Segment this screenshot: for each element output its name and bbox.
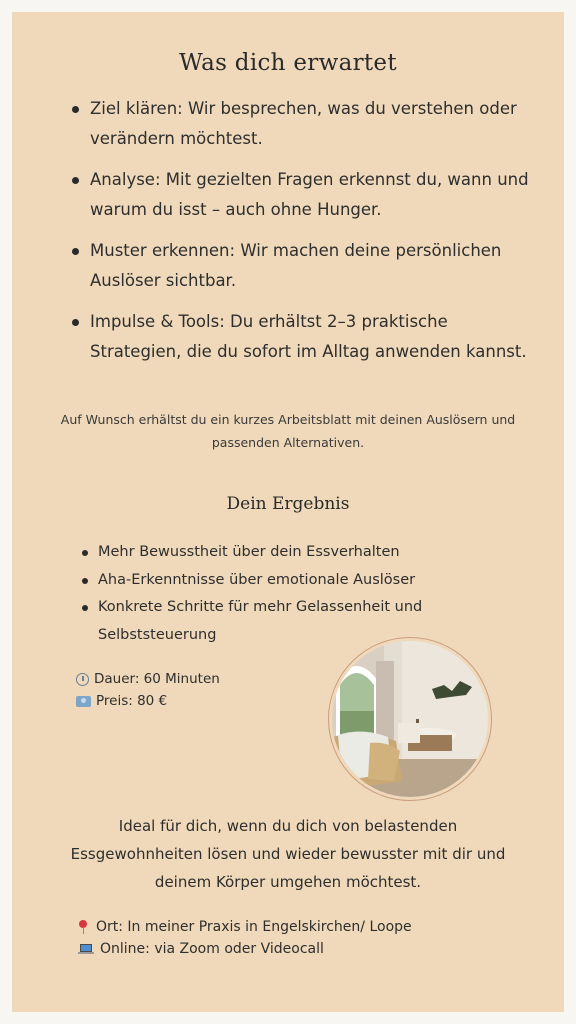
session-details (76, 668, 220, 712)
list-item: Ziel klären: Wir besprechen, was du verstehen oder verändern möchtest. (72, 94, 532, 154)
laptop-icon (78, 943, 94, 955)
expectations-list (72, 94, 532, 378)
online-text: Online: via Zoom oder Videocall (100, 941, 324, 957)
clock-icon (76, 673, 89, 686)
page-title: Was dich erwartet (179, 50, 397, 76)
list-item: Impulse & Tools: Du erhältst 2–3 praktische Strategien, die du sofort im Alltag anwenden kannst. (72, 307, 532, 367)
result-heading: Dein Ergebnis (226, 494, 350, 514)
list-item: Analyse: Mit gezielten Fragen erkennst du, wann und warum du isst – auch ohne Hunger. (72, 165, 532, 225)
info-card (12, 12, 564, 1012)
target-audience-text: Ideal für dich, wenn du dich von belastenden Essgewohnheiten lösen und wieder bewusster mit dir und deinem Körper umgehen möchtest. (70, 817, 506, 891)
practice-room-photo (328, 637, 492, 801)
result-list (82, 539, 522, 649)
duration-text: Dauer: 60 Minuten (94, 671, 220, 687)
pin-icon (78, 920, 88, 934)
list-item: Mehr Bewusstheit über dein Essverhalten (82, 539, 522, 567)
location-info (78, 916, 412, 960)
price-text: Preis: 80 € (96, 693, 168, 709)
list-item: Aha-Erkenntnisse über emotionale Auslöser (82, 567, 522, 595)
list-item: Konkrete Schritte für mehr Gelassenheit und Selbststeuerung (82, 594, 522, 649)
money-icon (76, 696, 91, 707)
list-item: Muster erkennen: Wir machen deine persönlichen Auslöser sichtbar. (72, 236, 532, 296)
location-text: Ort: In meiner Praxis in Engelskirchen/ Loope (96, 919, 412, 935)
worksheet-note: Auf Wunsch erhältst du ein kurzes Arbeitsblatt mit deinen Auslösern und passenden Alternativen. (60, 412, 516, 450)
